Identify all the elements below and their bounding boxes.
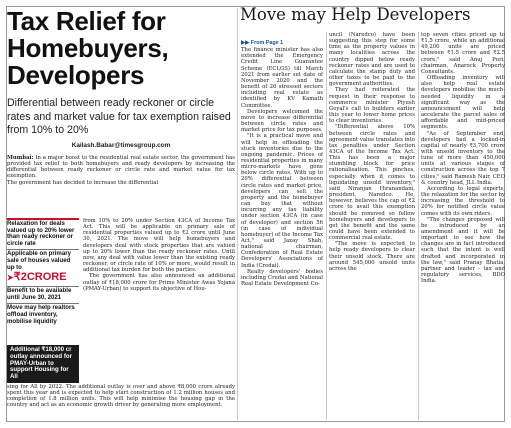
paragraph: The government has also announced an additional outlay of ₹18,000 crore for Prime Minister Awas Yojana (PMAY-Urban) to support its objective of Hou- [83,273,235,292]
right-article-column-1 [241,40,323,420]
right-article-column-2 [329,32,415,420]
highlight-item [7,250,79,287]
column-divider [418,32,419,420]
from-page-label [241,40,323,46]
paragraph: "Differential above 10% between circle rates and agreement value translates into tax penalties under Section 43CA of the Income Tax Act. This has been a major stumbling block for price rationalisation. This pinches, especially when it comes to liquidating unsold inventory," said Niranjan Hiranandani, president, Naredco. He, however, believes the cap of ₹2 crore to avail this exemption should be removed so fellow homebuyers and developers to get the benefit and the same could have been extended to commercial real estate. [329,124,415,242]
paragraph: According to legal experts, the relaxation for the sector by increasing the threshold to 20% for notified circle value comes with its own riders. [421,185,505,217]
paragraph: They had reiterated the request in their response to commerce minister Piyush Goyal's call to builders earlier this year to lower home prices to clear inventories. [329,87,415,125]
play-arrow-icon: ▶▶ [241,40,251,46]
lead-text-2: The government has decided to increase the differential [7,179,159,186]
highlight-item: Relaxation for deals valued up to 20% lower than ready reckoner or circle rate [7,220,79,250]
paragraph: "As of September end, developers had a locked-in capital of nearly ₹3,700 crore with unsold inventory to the tune of more than 450,000 units at various stages of construction across the top 7 cities," said Ramesh Nair, CEO & country head, JLL India. [421,130,505,186]
right-article-headline: Move may Help Developers [240,5,471,24]
paragraph: from 10% to 20% under Section 43CA of Income Tax Act. This will be applicable on primary sale of residential properties valued up to ₹2 crore until June 30, 2021. The move will help homebuyers and developers deal with stock properties that are valued up to 20% lower than the ready reckoner rates. Until now, any deal with value lower than the existing ready reckoner, or circle rate of 10% or more, would result in additional tax burden for both the parties. [83,218,235,274]
lead-text: In a major boost to the residential real estate sector, the government has provided tax relief to both homebuyers and ready developers by increasing the differential between ready reckoner or circle rate and market value for tax exemption. [7,155,235,180]
left-article-lead [7,155,235,186]
byline-email: Kailash.Babar@timesgroup.com [71,142,171,149]
left-article-column [83,218,235,383]
left-article-deck: Differential between ready reckoner or circle rates and market value for tax exemption raised from 10% to 20% [7,97,231,137]
paragraph: top seven cities priced up to ₹1.5 crore, while an additional 49,200 units are priced between ₹1.5 crore and ₹2.5 crore," said Anuj Puri, chairman, Anarock Property Consultants. [421,32,505,75]
paragraph: Offloading inventory will also help real estate developers mobilise the much-needed liquidity in a significant way as the announcement will help accelerate the parcel sales of affordable and mid-priced segments. [421,75,505,131]
paragraph: Realty developers' bodies including Credai and National Real Estate Development Co- [241,268,323,288]
paragraph: "The move is expected to help ready developers to clear their unsold stock. There are around 545,000 unsold units across the [329,241,415,272]
paragraph: uncil (Naredco) have been suggesting this step for some time as the property values in many localities across the country dipped below ready reckoner rates and are used to calculate the stamp duty and other taxes to be paid to the government authorities. [329,32,415,88]
paragraph: sing for All by 2022. The additional outlay is over and above ₹8,000 crore already spent this year and is expected to help start construction of 1.2 million houses and completion of 1.8 million units. This will help minimise the housing gap in the country and act as an economic growth driver by generating more employment. [7,384,235,409]
highlight-item: Benefit to be available until June 30, 2021 [7,287,79,304]
paragraph: The finance minister has also extended the Emergency Credit Line Guarantee Scheme (ECLGS) till March 2021 from earlier set date of November 2020 and the benefit of 26 stressed sectors including real estate as identified by KV Kamath Committee. [241,47,323,109]
paragraph: "The changes proposed will be introduced by an amendment and it will be important to see how the changes are in fact introduced such that the intent is well drafted and incorporated in the law," said Pranay Bhatia, partner and leader - tax and regulatory services, BDO India. [421,216,505,285]
column-divider [326,32,327,420]
right-article-column-3 [421,32,505,420]
paragraph: "It is a practical move and will help in offloading the stuck inventories due to the ongoing pandemic. Prices of residential properties in many micro-markets have gone below circle rates. With up to 20% differential between circle rates and market price, developers can sell the property and the homebuyer can buy that without incurring any tax liability under section 43CA (in case of developer) and section 56 (in case of individual homebuyer) of the Income Tax Act," said Jaxay Shah, national chairman, Confederation of Real Estate Developers' Associations of India (Credai). [241,133,323,269]
paragraph: Developers welcomed the move to increase differential between circle rates and market price for tax purposes. [241,108,323,134]
left-article-headline: Tax Relief for Homebuyers, Developers [7,6,169,90]
highlight-amount [7,271,79,284]
highlights-sidebar [7,218,79,346]
left-article-bottom-text [7,384,235,420]
highlight-item: Move may help realtors offload inventory, mobilise liquidity [7,304,75,325]
highlight-callout-box: Additional ₹18,000 cr outlay announced for PMAY-Urban to support Housing for All [7,345,79,383]
arrow-icon: ➤ [7,273,14,283]
from-page-text: From Page 1 [250,40,284,46]
column-divider [237,8,238,420]
highlight-amount-value: ₹2CRORE [13,271,67,284]
highlight-item-label: Applicable on primary sale of houses valued up to [7,250,71,271]
lead-dateline: Mumbai: [7,155,34,161]
